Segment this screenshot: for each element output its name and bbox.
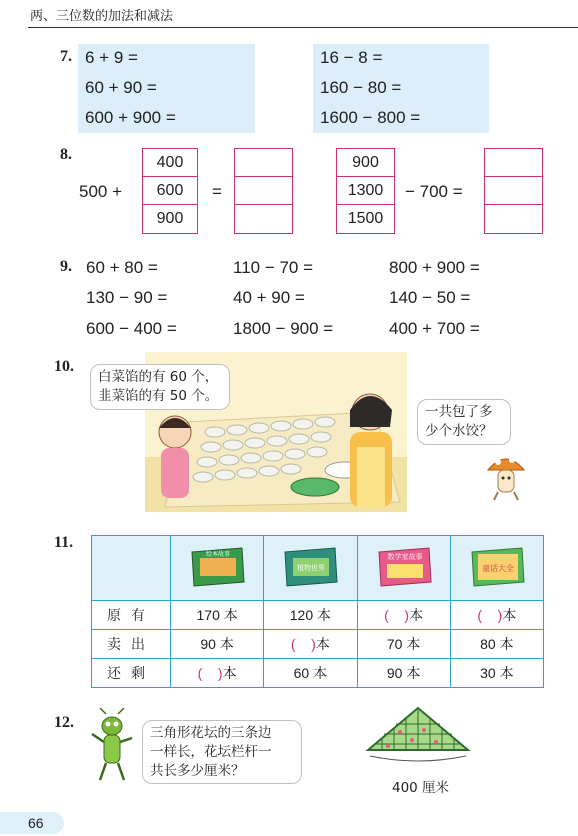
table-row [92,601,544,630]
q10-speech-bubble-left [90,364,230,410]
answer-cell[interactable] [485,149,542,177]
q8-minus-expression: − 700 = [405,182,463,201]
table-cell: 90 本 [171,630,264,659]
table-cell-blank[interactable]: ( )本 [171,659,264,688]
q9-item: 400 + 700 = [389,319,480,338]
q7-left-panel [78,44,255,133]
bubble-line: 三角形花坛的三条边 [150,725,272,741]
q12-speech-bubble [142,720,302,784]
q7-right-3: 1600 − 800 = [320,108,421,127]
answer-cell[interactable] [235,177,292,205]
q12-side-label: 400 厘米 [392,780,450,796]
book-icon [279,544,341,590]
answer-cell[interactable] [485,177,542,205]
q8-answer-box-1[interactable] [234,148,293,234]
header-rule [28,27,578,28]
q8-left-value: 900 [156,210,184,227]
book-cover [171,536,264,601]
q12-number: 12. [54,714,74,731]
q9-item: 40 + 90 = [233,288,305,307]
page-number: 66 [0,812,64,834]
q9-item: 600 − 400 = [86,319,177,338]
empty-corner-cell [92,536,171,601]
table-row [92,536,544,601]
book-title: 绘本故事 [206,550,231,558]
bubble-line: 韭菜馅的有 50 个。 [98,388,219,404]
q7-right-1: 16 − 8 = [320,48,383,67]
table-cell: 70 本 [357,630,450,659]
book-title: 童话大全 [481,563,514,573]
book-title: 数学家故事 [387,552,423,561]
chapter-title: 两、三位数的加法和减法 [30,9,174,24]
triangle-flowerbed-illustration [362,702,474,780]
q9-item: 110 − 70 = [233,258,314,277]
q7-number: 7. [60,48,72,65]
q11-number: 11. [54,534,74,551]
book-cover [357,536,450,601]
book-icon [466,544,528,590]
q8-right-value: 1300 [337,177,394,205]
q8-left-value: 600 [143,177,197,205]
book-cover [264,536,357,601]
table-row [92,659,544,688]
book-title: 植物世界 [297,563,326,572]
bubble-line: 一共包了多 [425,404,493,420]
q9-item: 60 + 80 = [86,258,158,277]
table-cell: 120 本 [264,601,357,630]
table-cell: 90 本 [357,659,450,688]
q8-right-value: 900 [337,149,394,177]
q9-item: 800 + 900 = [389,258,480,277]
q9-item: 140 − 50 = [389,288,471,307]
table-cell-blank[interactable]: ( )本 [264,630,357,659]
q8-right-value: 1500 [347,210,384,227]
book-sales-table [91,535,544,688]
q8-equals-1: = [212,182,222,201]
book-icon [373,544,435,590]
q9-item: 130 − 90 = [86,288,168,307]
q7-right-2: 160 − 80 = [320,78,402,97]
bubble-line: 白菜馅的有 60 个， [98,369,219,385]
q8-answer-box-2[interactable] [484,148,543,234]
bubble-line: 少个水饺？ [425,423,493,439]
q10-speech-bubble-right [417,399,511,445]
q8-right-box [336,148,395,234]
q7-left-1: 6 + 9 = [85,48,138,67]
q9-item: 1800 − 900 = [233,319,334,338]
q8-left-box [142,148,198,234]
answer-cell[interactable] [235,149,292,177]
q7-right-panel [313,44,489,133]
q8-left-value: 400 [143,149,197,177]
q8-addend: 500 + [79,182,123,201]
mushroom-mascot-icon [484,448,528,502]
table-cell: 170 本 [171,601,264,630]
answer-cell[interactable] [485,205,542,233]
page-header [0,0,578,30]
table-row [92,630,544,659]
q7-left-2: 60 + 90 = [85,78,157,97]
row-label: 卖出 [92,630,171,659]
table-cell: 30 本 [450,659,543,688]
table-cell: 60 本 [264,659,357,688]
q9-number: 9. [60,258,72,275]
table-cell-blank[interactable]: ( )本 [450,601,543,630]
book-cover [450,536,543,601]
row-label: 还剩 [92,659,171,688]
table-cell: 80 本 [450,630,543,659]
book-icon [186,544,248,590]
q10-number: 10. [54,358,74,375]
row-label: 原有 [92,601,171,630]
bubble-line: 一样长，花坛栏杆一 [150,744,272,760]
table-cell-blank[interactable]: ( )本 [357,601,450,630]
bubble-line: 共长多少厘米？ [150,763,245,779]
answer-cell[interactable] [235,205,292,233]
q7-left-3: 600 + 900 = [85,108,176,127]
q8-number: 8. [60,146,72,163]
grasshopper-mascot-icon [86,708,138,784]
